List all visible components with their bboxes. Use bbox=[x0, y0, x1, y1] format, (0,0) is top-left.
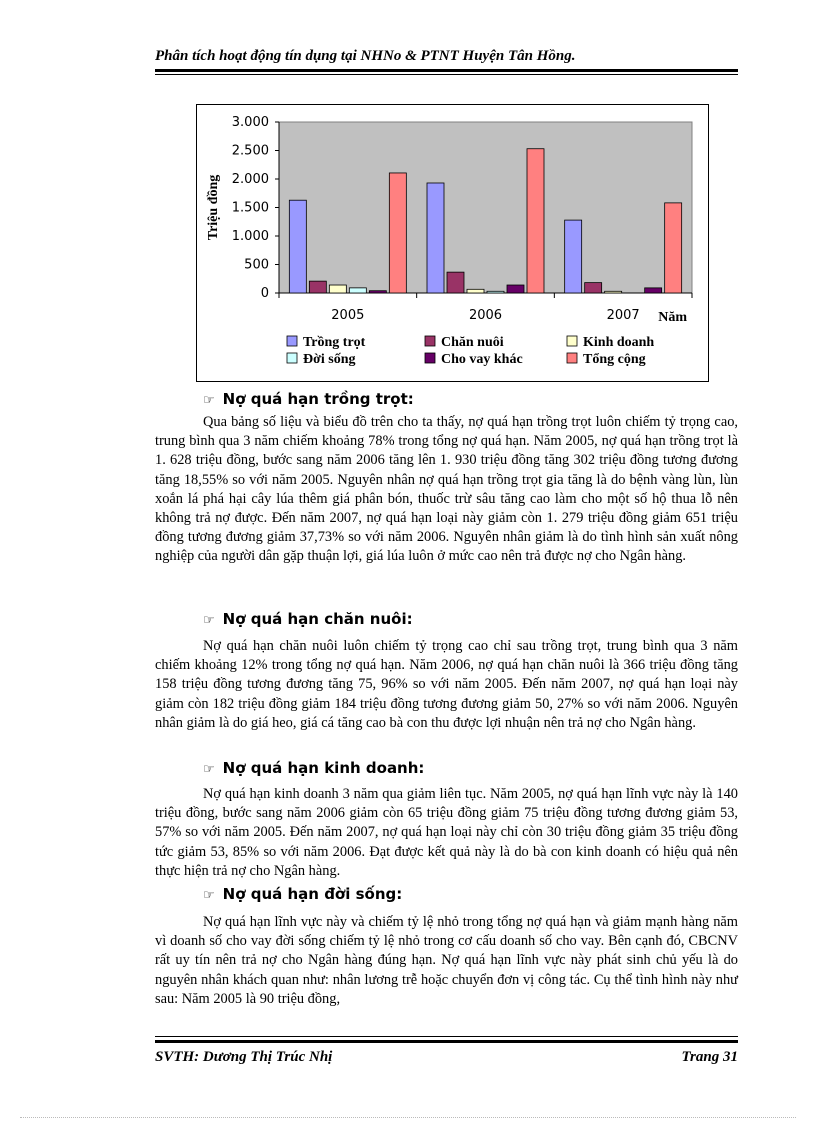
bar bbox=[289, 200, 306, 293]
y-tick-label: 2.500 bbox=[231, 143, 269, 159]
y-axis-label: Triệu đồng bbox=[206, 174, 221, 241]
x-tick-label: 2007 bbox=[606, 308, 640, 323]
legend-label: Tổng cộng bbox=[583, 352, 646, 367]
legend-label: Cho vay khác bbox=[441, 352, 523, 367]
footer-rule-thin bbox=[155, 1036, 738, 1037]
legend-swatch bbox=[425, 336, 435, 346]
section-title-text: Nợ quá hạn chăn nuôi: bbox=[222, 610, 413, 628]
x-axis-label: Năm bbox=[658, 310, 687, 325]
footer-author: SVTH: Dương Thị Trúc Nhị bbox=[155, 1049, 333, 1065]
y-tick-label: 500 bbox=[244, 257, 269, 273]
y-tick-label: 0 bbox=[260, 286, 269, 301]
section-title-text: Nợ quá hạn kinh doanh: bbox=[222, 759, 425, 777]
legend-swatch bbox=[567, 353, 577, 363]
y-tick-label: 3.000 bbox=[231, 115, 269, 130]
section-title bbox=[203, 610, 413, 628]
x-tick-label: 2006 bbox=[468, 308, 503, 323]
section-paragraph: Nợ quá hạn chăn nuôi luôn chiếm tỷ trọng cao chỉ sau trồng trọt, trung bình qua 3 năm chiếm khoảng 12% trong tổng nợ quá hạn. Năm 2006, nợ quá hạn chăn nuôi là 366 triệu đồng tăng 158 triệu đồng tương đương tăng 75, 96% so với năm 2005. Đến năm 2007, nợ quá hạn loại này giảm còn 182 triệu đồng giảm 184 triệu đồng tương đương giảm 50, 27% so với năm 2006. Nguyên nhân giảm là do giá heo, giá cá tăng cao bà con thu được lợi nhuận nên trả nợ cho Ngân hàng. bbox=[155, 638, 738, 731]
footer-rule-thick bbox=[155, 1040, 738, 1043]
section-title bbox=[203, 390, 414, 408]
section-title bbox=[203, 885, 402, 903]
bar bbox=[585, 283, 602, 293]
legend-label: Đời sống bbox=[303, 352, 356, 367]
legend-label: Chăn nuôi bbox=[441, 335, 504, 350]
page-bottom-border bbox=[20, 1117, 796, 1118]
bar bbox=[447, 272, 464, 293]
bar bbox=[507, 285, 524, 293]
bar bbox=[527, 149, 544, 293]
section-title bbox=[203, 759, 424, 777]
plot-area bbox=[279, 122, 692, 293]
pointing-hand-icon: ☞ bbox=[203, 888, 215, 903]
footer-page-number: Trang 31 bbox=[681, 1049, 738, 1065]
bar bbox=[605, 291, 622, 293]
section-title-text: Nợ quá hạn trồng trọt: bbox=[222, 390, 414, 408]
section-title-text: Nợ quá hạn đời sống: bbox=[222, 885, 403, 903]
x-tick-label: 2005 bbox=[331, 308, 365, 323]
section-paragraph: Nợ quá hạn kinh doanh 3 năm qua giảm liên tục. Năm 2005, nợ quá hạn lĩnh vực này là 140 triệu đồng, bước sang năm 2006 giảm còn 65 triệu đồng giảm 75 triệu đồng tương đương giảm 53, 57% so với năm 2005. Đến năm 2007, nợ quá hạn loại này chỉ còn 30 triệu đồng giảm 35 triệu đồng tức giảm 53, 85% so với năm 2006. Đạt được kết quả này là do bà con kinh doanh có hiệu quả nên thực hiện trả nợ cho Ngân hàng. bbox=[155, 786, 738, 879]
pointing-hand-icon: ☞ bbox=[203, 762, 215, 777]
header-rule-thick bbox=[155, 69, 738, 72]
bar bbox=[369, 291, 386, 293]
y-tick-label: 1.000 bbox=[231, 229, 269, 244]
chart-svg bbox=[197, 105, 708, 381]
bar bbox=[487, 291, 504, 293]
legend-swatch bbox=[425, 353, 435, 363]
bar bbox=[309, 281, 326, 293]
section-paragraph: Qua bảng số liệu và biểu đồ trên cho ta thấy, nợ quá hạn trồng trọt luôn chiếm tỷ trọng cao, trung bình qua 3 năm chiếm khoảng 78% trong tổng nợ quá hạn. Năm 2005, nợ quá hạn trồng trọt là 1. 628 triệu đồng, bước sang năm 2006 tăng lên 1. 930 triệu đồng tăng 302 triệu đồng tương đương tăng 18,55% so với năm 2005. Nguyên nhân nợ quá hạn trồng trọt gia tăng là do bệnh vàng lùn, lùn xoắn lá phá hại cây lúa thêm giá phân bón, thuốc trừ sâu tăng cao làm cho một số hộ thua lỗ nên không trả nợ được. Đến năm 2007, nợ quá hạn loại này giảm còn 1. 279 triệu đồng giảm 651 triệu đồng tương đương giảm 37,73% so với năm 2006. Nguyên nhân giảm là do tình hình sản xuất nông nghiệp của người dân gặp thuận lợi, giá lúa luôn ở mức cao nên trả được nợ cho Ngân hàng. bbox=[155, 414, 738, 565]
legend-label: Trồng trọt bbox=[303, 335, 366, 350]
pointing-hand-icon: ☞ bbox=[203, 613, 215, 628]
legend-label: Kinh doanh bbox=[583, 335, 655, 350]
bar bbox=[665, 203, 682, 293]
y-tick-label: 2.000 bbox=[231, 172, 269, 187]
bar bbox=[389, 173, 406, 293]
legend-swatch bbox=[567, 336, 577, 346]
bar bbox=[329, 285, 346, 293]
y-tick-label: 1.500 bbox=[231, 200, 269, 216]
header-rule-thin bbox=[155, 74, 738, 75]
bar bbox=[349, 288, 366, 293]
bar bbox=[467, 289, 484, 293]
bar-chart bbox=[196, 104, 709, 382]
pointing-hand-icon: ☞ bbox=[203, 393, 215, 408]
legend-swatch bbox=[287, 353, 297, 363]
bar bbox=[565, 220, 582, 293]
bar bbox=[427, 183, 444, 293]
bar bbox=[645, 288, 662, 293]
legend-swatch bbox=[287, 336, 297, 346]
section-paragraph: Nợ quá hạn lĩnh vực này và chiếm tỷ lệ nhỏ trong tổng nợ quá hạn và giảm mạnh hàng năm vì doanh số cho vay đời sống chiếm tỷ lệ nhỏ trong cơ cấu doanh số cho vay. Bên cạnh đó, CBCNV rất uy tín nên trả nợ cho Ngân hàng đúng hạn. Nợ quá hạn lĩnh vực này phát sinh chủ yếu là do nguyên nhân khách quan như: nhân lương trễ hoặc chuyển đơn vị công tác. Cụ thể tình hình này như sau: Năm 2005 là 90 triệu đồng, bbox=[155, 914, 738, 1007]
header-title: Phân tích hoạt động tín dụng tại NHNo & PTNT Huyện Tân Hồng. bbox=[155, 48, 576, 64]
